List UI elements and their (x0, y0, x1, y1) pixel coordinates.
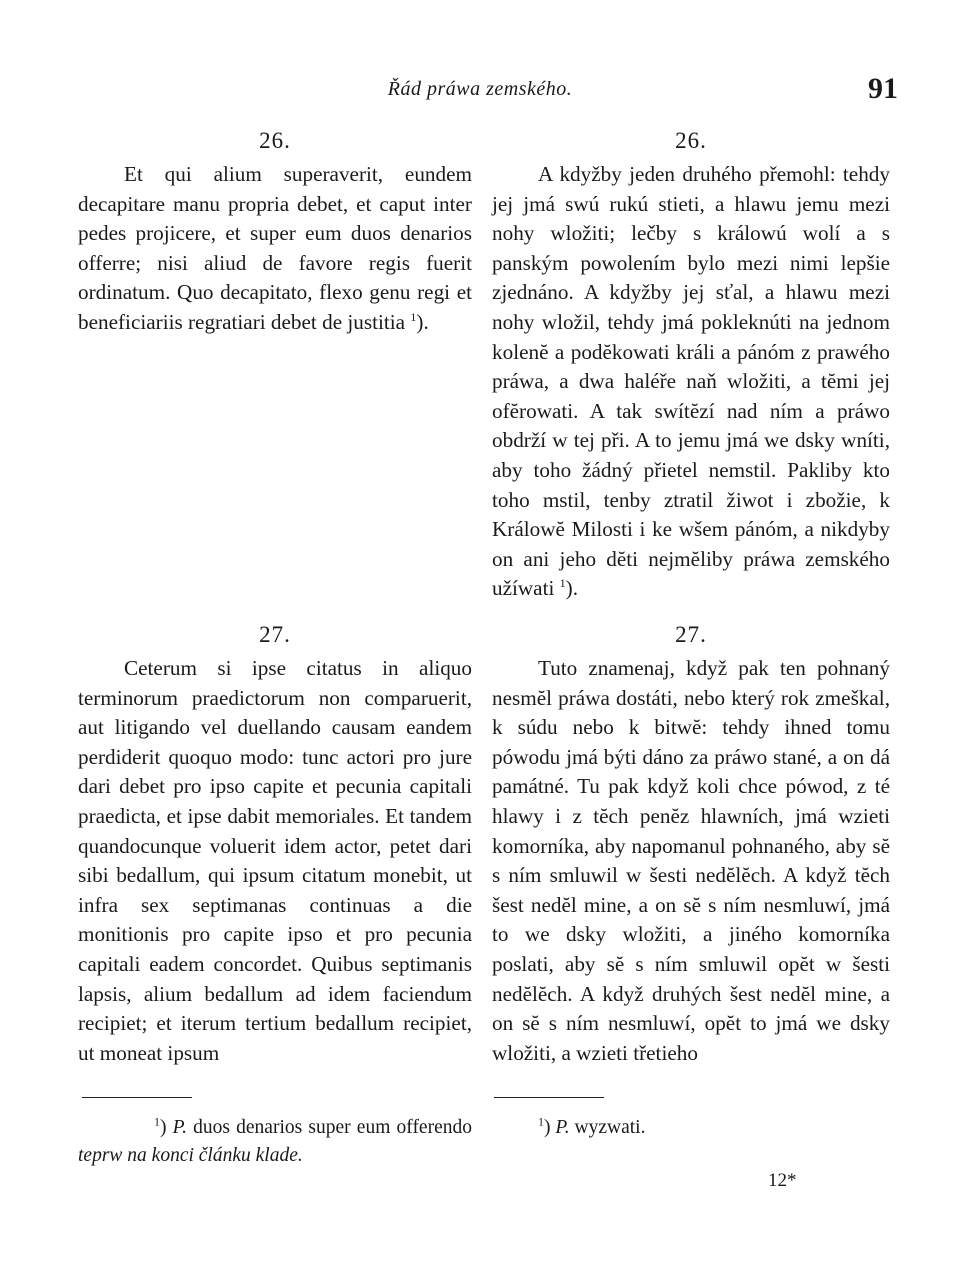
footnote-number: 1 (538, 1114, 544, 1129)
page-number: 91 (868, 72, 898, 105)
footnote-bracket: ) (160, 1117, 173, 1138)
footnote-reference: 1 (410, 309, 417, 324)
latin-paragraph-26 (78, 160, 472, 338)
footnote-siglum: P. (555, 1117, 570, 1138)
latin-paragraph-27: Ceterum si ipse citatus in aliquo terminorum praedictorum non comparuerit, aut litigando vel duellando causam eandem perdiderit quoquo modo: tunc actori pro jure dari debet pro ipso capite et pecunia capitali praedicta, et ipse dabit memoriales. Et tandem quandocunque voluerit idem actor, petet dari sibi bedallum, qui ipsum citatum monebit, ut infra sex septimanas continuas a die monitionis pro capite ipso et pro pecunia capitali eadem concordet. Quibus septimanis lapsis, alium bedallum ad idem faciendum recipiet; et iterum tertium bedallum recipiet, ut moneat ipsum (78, 656, 472, 1065)
czech-section-27 (492, 622, 890, 1068)
section-number: 26. (675, 128, 707, 153)
czech-paragraph-27: Tuto znamenaj, když pak ten pohnaný nesmĕl práwa dostáti, nebo který rok zmeškal, k súdu nebo k bitwĕ: tehdy ihned tomu pówodu jmá býti dáno za práwo stané, a on dá památné. Tu pak když koli chce pówod, z té hlawy i z tĕch penĕz hlawních, jmá wzieti komorníka, aby napomanul pohnaného, aby sĕ s ním smluwil w šesti nedĕlĕch. A když tĕch šest nedĕl mine, a on sĕ s ním nesmluwí, jmá to we dsky wložiti, a jiného komorníka poslati, aby sĕ s ním smluwil opĕt w šesti nedĕlĕch. A když druhých šest nedĕl mine, a on sĕ s ním nesmluwí, opĕt to jmá we dsky wložiti, a wzieti třetieho (492, 656, 890, 1065)
czech-paragraph-26 (492, 160, 890, 604)
paragraph-text: A kdyžby jeden druhého přemohl: tehdy jej jmá swú rukú stieti, a hlawu jemu mezi nohy wložiti; lečby s králowú wolí a s panským powolením bylo mezi nimi lepšie zjednáno. A kdyžby jej sťal, a hlawu mezi nohy wložil, tehdy jmá pokleknúti na jednom kolenĕ a podĕkowati králi a pánóm z prawého práwa, a dwa haléře naň wložiti, a tĕmi jej ofĕrowati. A tak swítĕzí nad ním a práwo obdrží w tej při. A to jemu jmá we dsky wníti, aby toho žádný přietel nemstil. Pakliby kto toho mstil, tenby ztratil žiwot i zbožie, k Králowĕ Milosti i ke wšem pánóm, a nikdyby on ani jeho dĕti nejmĕliby práwa zemského užíwati (492, 162, 890, 601)
footnote-divider-right (494, 1097, 604, 1098)
footnote-bracket: ) (544, 1117, 556, 1138)
latin-section-26 (78, 128, 472, 338)
section-number: 26. (259, 128, 291, 153)
printer-signature-mark: 12* (768, 1170, 797, 1191)
footnote-reference: 1 (559, 576, 566, 591)
latin-footnote (78, 1114, 472, 1170)
footnote-divider-left (82, 1097, 192, 1098)
section-number: 27. (675, 622, 707, 647)
footnote-text: duos denarios super eum offerendo (186, 1117, 472, 1138)
paragraph-text: Et qui alium superaverit, eundem decapitare manu propria debet, et caput inter pedes projicere, et super eum duos denarios offerre; nisi aliud de favore regis fuerit ordinatum. Quo decapitato, flexo genu regi et beneficiariis regratiari debet de justitia (78, 162, 472, 334)
footnote-number: 1 (154, 1114, 160, 1129)
latin-section-27 (78, 622, 472, 1068)
footnote-text: wyzwati. (569, 1117, 646, 1138)
czech-footnote (492, 1114, 890, 1142)
footnote-siglum: P. (172, 1117, 187, 1138)
section-number: 27. (259, 622, 291, 647)
running-header-title: Řád práwa zemského. (387, 78, 573, 100)
paragraph-end: ). (416, 309, 429, 334)
paragraph-end: ). (565, 576, 579, 601)
footnote-italic-text: teprw na konci článku klade. (78, 1145, 303, 1166)
czech-section-26 (492, 128, 890, 604)
